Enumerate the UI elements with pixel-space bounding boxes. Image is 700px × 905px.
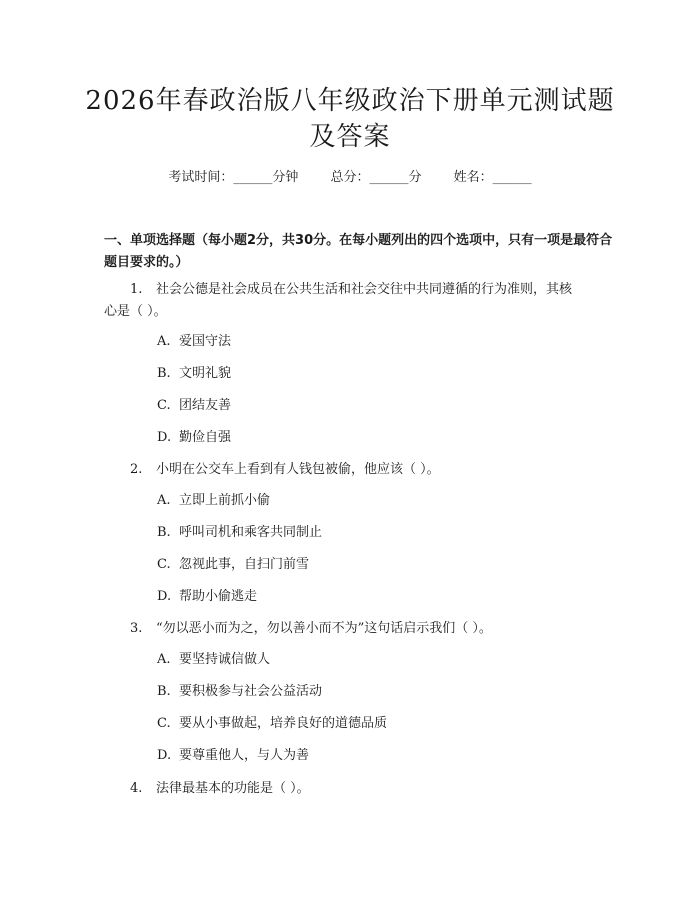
option-letter: A. bbox=[157, 652, 171, 667]
option-c bbox=[157, 555, 309, 575]
option-text: 爱国守法 bbox=[179, 334, 232, 349]
question-text: 法律最基本的功能是（ ）。 bbox=[156, 781, 310, 796]
option-text: 文明礼貌 bbox=[179, 366, 232, 381]
question-number: 2. bbox=[130, 462, 143, 477]
question-3-stem bbox=[104, 618, 614, 640]
option-text: 帮助小偷逃走 bbox=[179, 589, 258, 604]
option-text: 呼叫司机和乘客共同制止 bbox=[179, 525, 323, 540]
option-letter: D. bbox=[157, 589, 172, 604]
option-letter: C. bbox=[157, 398, 171, 413]
page-title-line1: 2026年春政治版八年级政治下册单元测试题 bbox=[85, 86, 615, 116]
option-b bbox=[157, 682, 322, 702]
option-text: 立即上前抓小偷 bbox=[179, 493, 271, 508]
option-text: 勤俭自强 bbox=[179, 430, 232, 445]
option-letter: B. bbox=[157, 366, 171, 381]
option-letter: B. bbox=[157, 525, 171, 540]
option-text: 要坚持诚信做人 bbox=[179, 652, 271, 667]
exam-meta bbox=[0, 168, 700, 188]
question-number: 3. bbox=[130, 621, 143, 636]
question-text: 心是（ ）。 bbox=[104, 304, 167, 319]
option-text: 要积极参与社会公益活动 bbox=[179, 684, 323, 699]
question-4-stem bbox=[104, 778, 614, 800]
option-letter: C. bbox=[157, 716, 171, 731]
question-1-stem-continued bbox=[104, 301, 614, 323]
question-2-stem bbox=[104, 459, 614, 481]
page-title-line2: 及答案 bbox=[309, 122, 391, 152]
option-a bbox=[157, 650, 270, 670]
option-d bbox=[157, 746, 309, 766]
section-heading: 一、单项选择题（每小题2分，共30分。在每小题列出的四个选项中，只有一项是最符合题目要求的。） bbox=[104, 233, 613, 270]
option-letter: D. bbox=[157, 430, 172, 445]
option-c bbox=[157, 396, 231, 416]
option-text: 要从小事做起，培养良好的道德品质 bbox=[179, 716, 388, 731]
exam-time-label: 考试时间：______分钟 bbox=[168, 170, 299, 185]
option-text: 团结友善 bbox=[179, 398, 232, 413]
option-text: 要尊重他人，与人为善 bbox=[179, 748, 310, 763]
option-d bbox=[157, 587, 257, 607]
student-name-label: 姓名：______ bbox=[453, 170, 532, 185]
question-text: 小明在公交车上看到有人钱包被偷，他应该（ ）。 bbox=[156, 462, 440, 477]
question-number: 4. bbox=[130, 781, 143, 796]
question-1-stem bbox=[104, 279, 614, 301]
option-letter: C. bbox=[157, 557, 171, 572]
option-letter: A. bbox=[157, 493, 171, 508]
question-text: “勿以恶小而为之，勿以善小而不为”这句话启示我们（ ）。 bbox=[156, 621, 492, 636]
option-text: 忽视此事，自扫门前雪 bbox=[179, 557, 310, 572]
option-letter: B. bbox=[157, 684, 171, 699]
option-b bbox=[157, 364, 231, 384]
total-score-label: 总分：______分 bbox=[330, 170, 422, 185]
option-c bbox=[157, 714, 387, 734]
option-b bbox=[157, 523, 322, 543]
option-letter: A. bbox=[157, 334, 171, 349]
option-letter: D. bbox=[157, 748, 172, 763]
option-a bbox=[157, 491, 270, 511]
option-d bbox=[157, 428, 231, 448]
question-text: 社会公德是社会成员在公共生活和社会交往中共同遵循的行为准则，其核 bbox=[156, 282, 573, 297]
option-a bbox=[157, 332, 231, 352]
question-number: 1. bbox=[130, 282, 143, 297]
